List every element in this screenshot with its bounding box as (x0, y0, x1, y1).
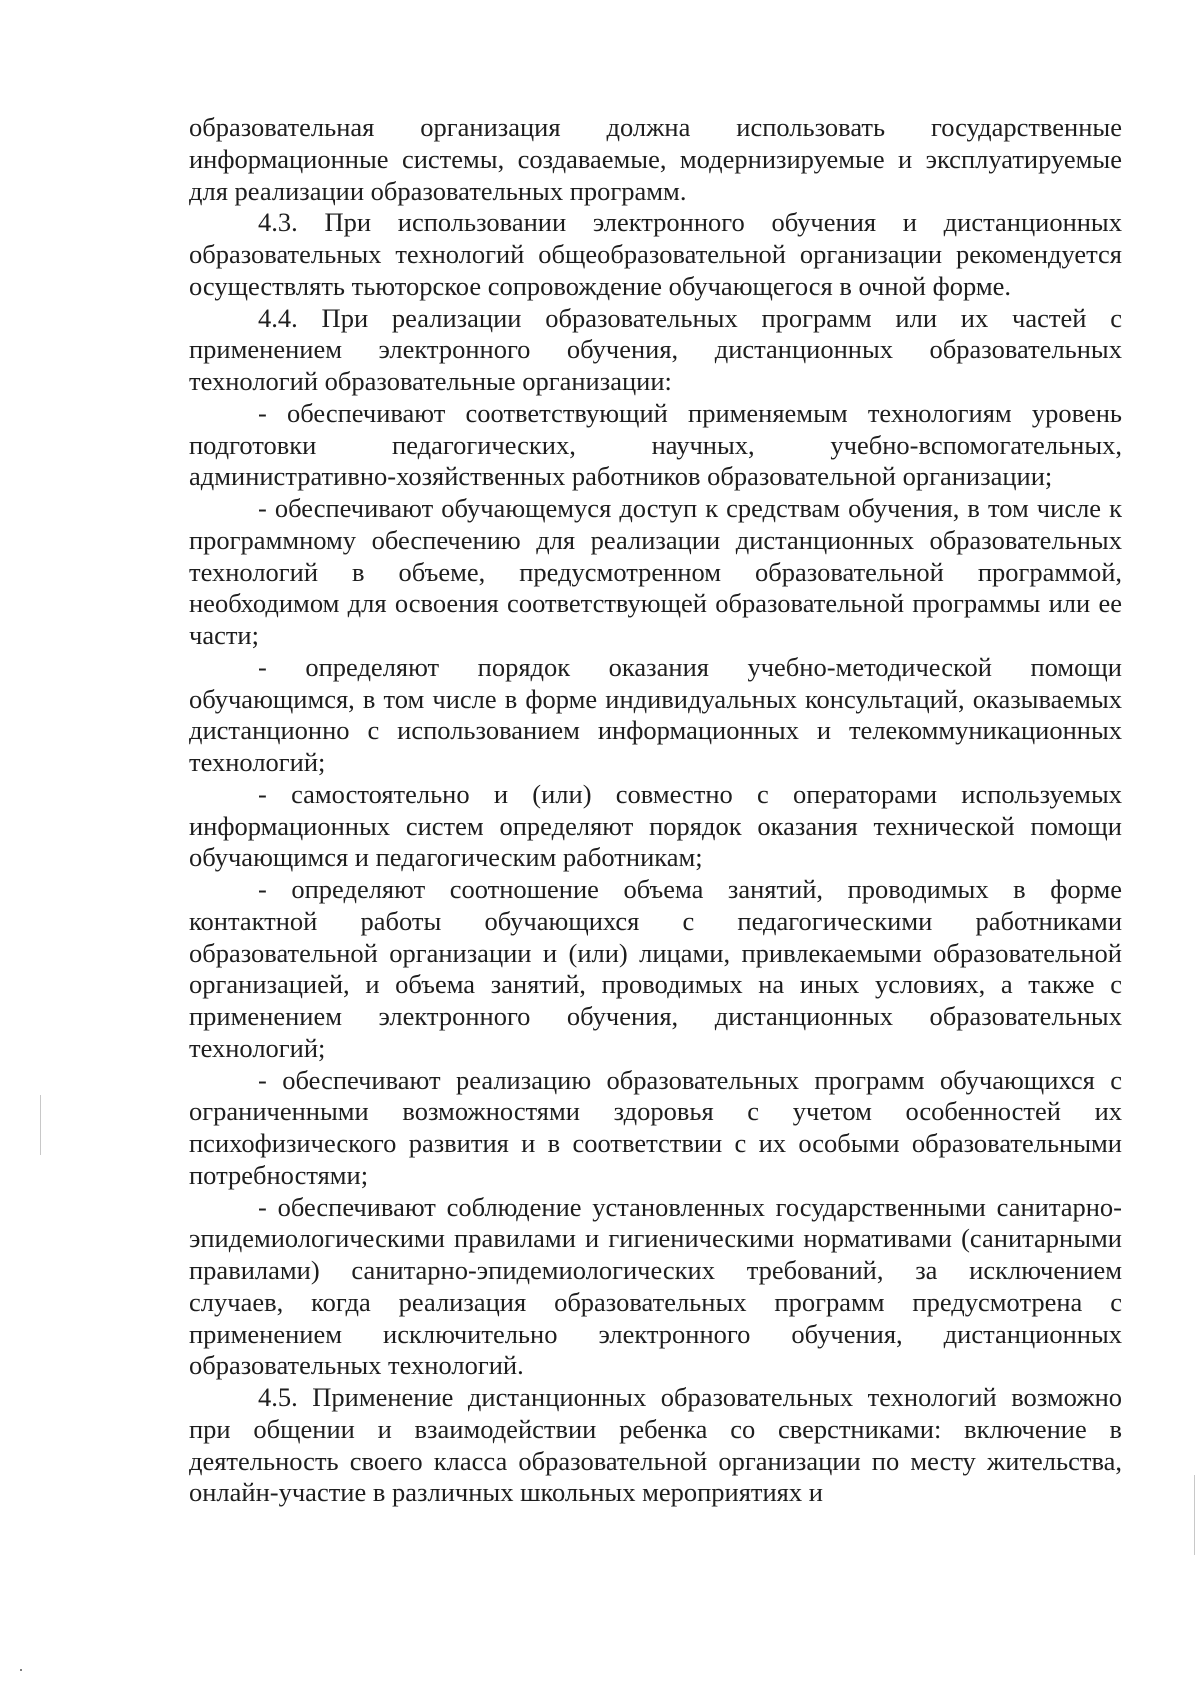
scan-artifact-right (1194, 1475, 1195, 1555)
paragraph-continuation: образовательная организация должна использовать государственные информационные системы, создаваемые, модернизируемые и эксплуатируемые для реализации образовательных программ. (189, 112, 1122, 206)
list-item-technical-help: - самостоятельно и (или) совместно с операторами используемых информационных систем определяют порядок оказания технической помощи обучающимся и педагогическим работникам; (189, 778, 1122, 873)
list-item-workload-ratio: - определяют соотношение объема занятий, проводимых в форме контактной работы обучающихся с педагогическими работниками образовательной организации и (или) лицами, привлекаемыми образовательной организацией, и объема занятий, проводимых на иных условиях, а также с применением электронного обучения, дистанционных образовательных технологий; (189, 874, 1122, 1063)
list-item-methodical-help: - определяют порядок оказания учебно-методической помощи обучающимся, в том числе в форме индивидуальных консультаций, оказываемых дистанционно с использованием информационных и телекоммуникационных технологий; (189, 651, 1122, 777)
paragraph-4-3: 4.3. При использовании электронного обучения и дистанционных образовательных технологий общеобразовательной организации рекомендуется осуществлять тьюторское сопровождение обучающегося в очной форме. (189, 207, 1122, 301)
list-item-special-needs: - обеспечивают реализацию образовательных программ обучающихся с ограниченными возможностями здоровья с учетом особенностей их психофизического развития и в соответствии с их особыми образовательными потребностями; (189, 1064, 1122, 1190)
document-body (189, 112, 1122, 1509)
scan-artifact-dot (20, 1669, 22, 1671)
list-item-access-to-tools: - обеспечивают обучающемуся доступ к средствам обучения, в том числе к программному обеспечению для реализации дистанционных образовательных технологий в объеме, предусмотренном образовательной программой, необходимом для освоения соответствующей образовательной программы или ее части; (189, 493, 1122, 650)
paragraph-4-5: 4.5. Применение дистанционных образовательных технологий возможно при общении и взаимодействии ребенка со сверстниками: включение в деятельность своего класса образовательной организации по месту жительства, онлайн-участие в различных школьных мероприятиях и (189, 1382, 1122, 1508)
scan-artifact-left (40, 1095, 41, 1155)
paragraph-4-4: 4.4. При реализации образовательных программ или их частей с применением электронного обучения, дистанционных образовательных технологий образовательные организации: (189, 302, 1122, 396)
list-item-sanitary-rules: - обеспечивают соблюдение установленных государственными санитарно-эпидемиологическими правилами и гигиеническими нормативами (санитарными правилами) санитарно-эпидемиологических требований, за исключением случаев, когда реализация образовательных программ предусмотрена с применением исключительно электронного обучения, дистанционных образовательных технологий. (189, 1191, 1122, 1381)
list-item-training-level: - обеспечивают соответствующий применяемым технологиям уровень подготовки педагогических, научных, учебно-вспомогательных, административно-хозяйственных работников образовательной организации; (189, 397, 1122, 492)
